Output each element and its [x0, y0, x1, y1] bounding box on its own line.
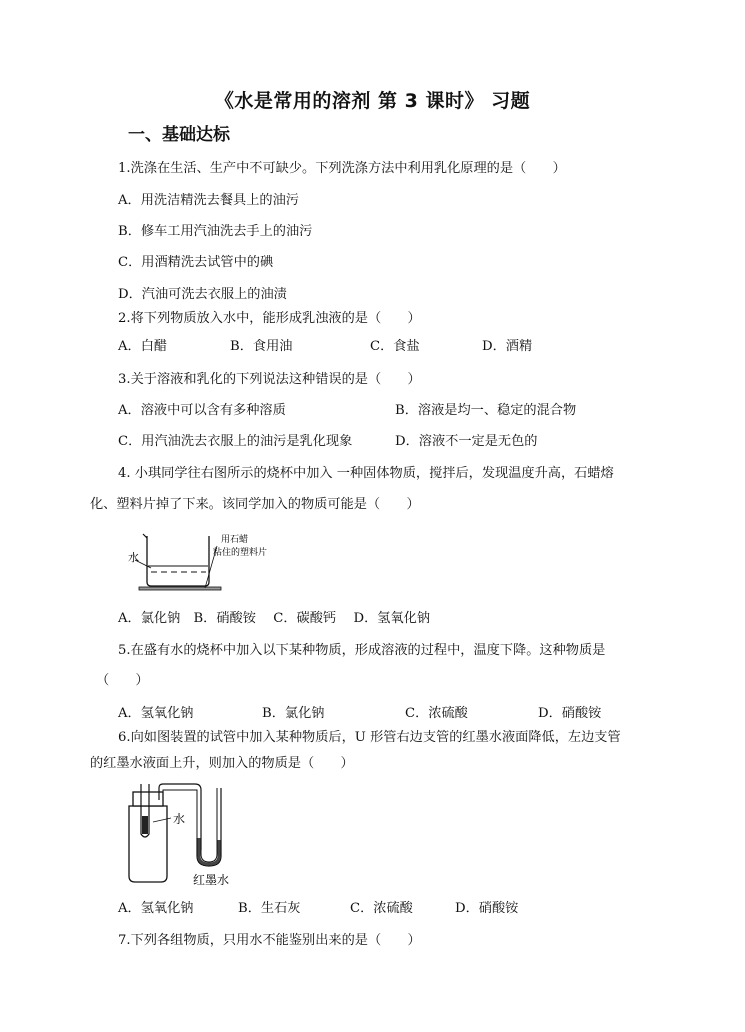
question-6-option-a: A．氢氧化钠: [118, 901, 194, 916]
question-6-option-b: B．生石灰: [238, 901, 301, 916]
question-5-stem-line-2: （ ）: [96, 673, 149, 688]
question-6-option-d: D．硝酸铵: [455, 901, 519, 916]
question-6-stem-line-2: 的红墨水液面上升，则加入的物质是（ ）: [90, 756, 354, 771]
question-1-option-a: A．用洗洁精洗去餐具上的油污: [118, 193, 299, 208]
question-1-stem: 1.洗涤在生活、生产中不可缺少。下列洗涤方法中利用乳化原理的是（ ）: [118, 161, 566, 176]
apparatus-water-label: 水: [173, 812, 186, 826]
section-heading: 一、基础达标: [128, 125, 230, 145]
beaker-water-label: 水: [128, 551, 139, 564]
beaker-figure: [125, 528, 275, 596]
beaker-label-plastic: 粘住的塑料片: [213, 548, 268, 558]
question-3-option-d: D．溶液不一定是无色的: [395, 434, 538, 449]
beaker-label-wax: 用石蜡: [221, 535, 249, 545]
question-5-option-d: D．硝酸铵: [538, 706, 602, 721]
question-3-option-a: A．溶液中可以含有多种溶质: [118, 403, 286, 418]
question-2-option-c: C．食盐: [370, 339, 420, 354]
question-7-stem: 7.下列各组物质，只用水不能鉴别出来的是（ ）: [118, 933, 421, 948]
question-6-option-c: C．浓硫酸: [350, 901, 413, 916]
question-2-stem: 2.将下列物质放入水中，能形成乳浊液的是（ ）: [118, 311, 421, 326]
question-1-option-b: B．修车工用汽油洗去手上的油污: [118, 224, 313, 239]
question-4-stem-line-1: 4. 小琪同学往右图所示的烧杯中加入 一种固体物质，搅拌后，发现温度升高，石蜡熔: [118, 466, 614, 481]
u-tube-apparatus-figure: [115, 778, 255, 893]
apparatus-red-ink-label: 红墨水: [193, 873, 230, 887]
question-5-stem-line-1: 5.在盛有水的烧杯中加入以下某种物质，形成溶液的过程中，温度下降。这种物质是: [118, 643, 606, 658]
question-2-option-a: A．白醋: [118, 339, 168, 354]
beaker-outline: [147, 536, 209, 586]
question-1-option-c: C．用酒精洗去试管中的碘: [118, 255, 274, 270]
question-5-option-c: C．浓硫酸: [405, 706, 468, 721]
red-ink-liquid: [199, 838, 219, 864]
question-5-option-b: B．氯化钠: [262, 706, 325, 721]
question-3-option-b: B．溶液是均一、稳定的混合物: [395, 403, 577, 418]
test-tube-contents: [142, 816, 148, 834]
question-2-option-d: D．酒精: [482, 339, 533, 354]
question-4-options: A．氯化钠 B．硝酸铵 C．碳酸钙 D．氢氧化钠: [118, 611, 431, 626]
question-1-option-d: D．汽油可洗去衣服上的油渍: [118, 287, 287, 302]
plastic-sheet: [139, 587, 221, 590]
question-3-stem: 3.关于溶液和乳化的下列说法这种错误的是（ ）: [118, 372, 421, 387]
question-5-option-a: A．氢氧化钠: [118, 706, 194, 721]
question-4-stem-line-2: 化、塑料片掉了下来。该同学加入的物质可能是（ ）: [90, 497, 420, 512]
question-2-option-b: B．食用油: [230, 339, 293, 354]
question-3-option-c: C．用汽油洗去衣服上的油污是乳化现象: [118, 434, 353, 449]
page-title: 《水是常用的溶剂 第 3 课时》 习题: [214, 90, 531, 112]
question-6-stem-line-1: 6.向如图装置的试管中加入某种物质后，U 形管右边支管的红墨水液面降低，左边支管: [118, 730, 621, 745]
